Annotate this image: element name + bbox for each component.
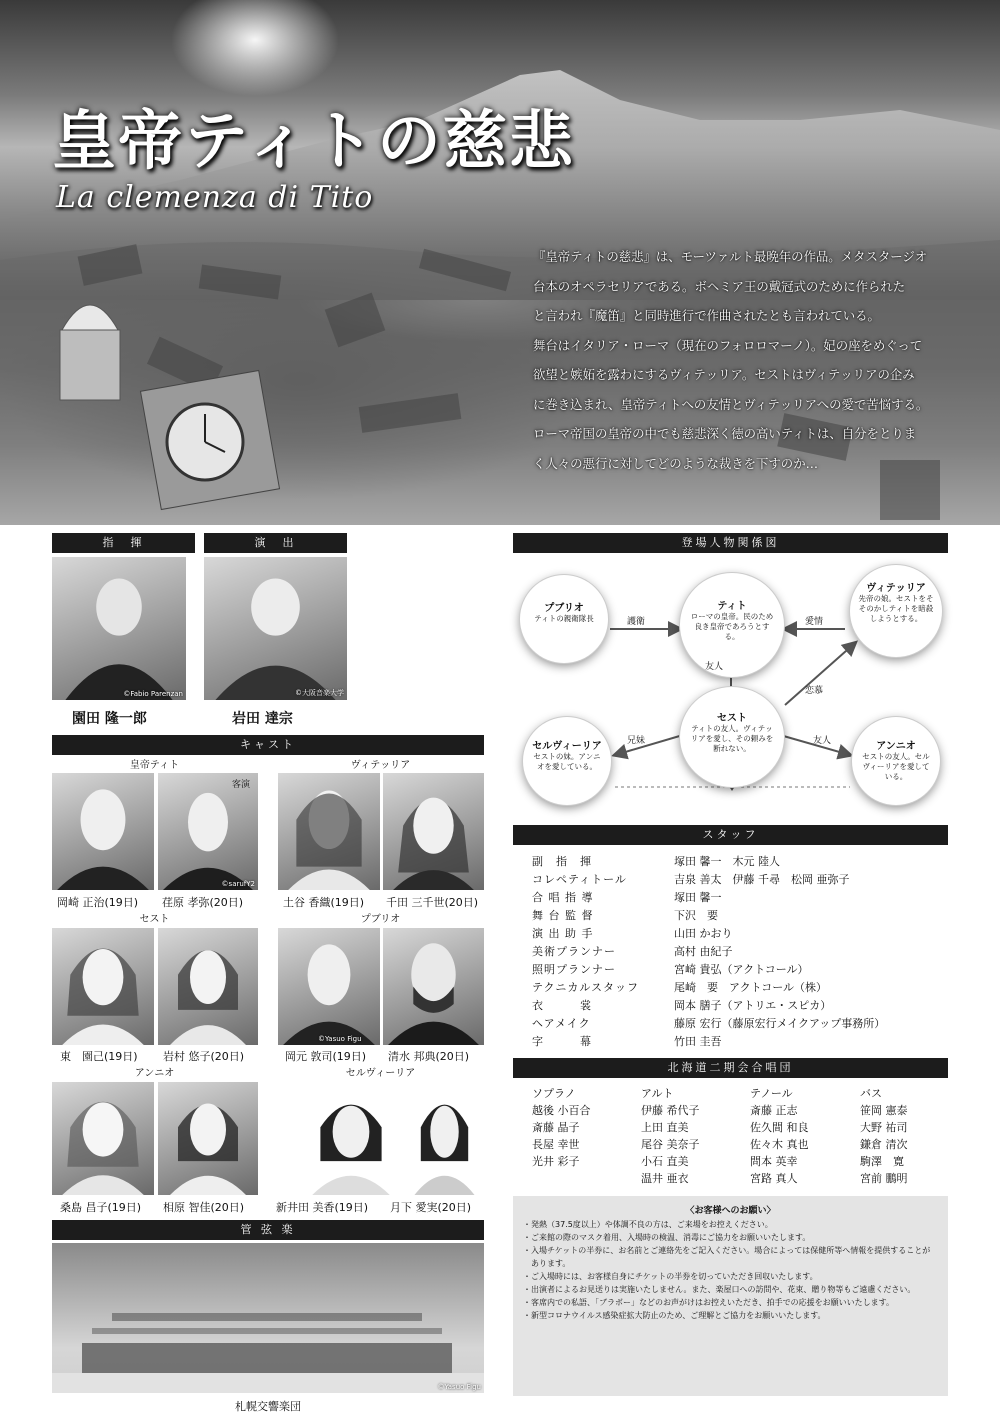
notice-item: ・入場チケットの半券に、お名前とご連絡先をご記入ください。場合によっては保健所等へ情報を提供することがあります。 [523,1246,931,1268]
cast-photo [158,773,258,890]
photo-credit: ©Fabio Parenzan [123,690,183,698]
node-sesto: セスト ティトの友人。ヴィテッリアを愛し、その頼みを断れない。 [680,687,784,787]
choir-part-bass [860,1085,908,1187]
cast-photo [158,1082,258,1195]
synopsis-line: 『皇帝ティトの慈悲』は、モーツァルト最晩年の作品。メタスタージオ [533,249,928,264]
orchestra-name: 札幌交響楽団 [235,1400,301,1413]
photo-credit: ©Yasuo Figu [437,1383,481,1391]
cast-name: 荏原 孝弥(20日) [162,896,244,909]
orchestra-photo [52,1243,484,1393]
role-label: セルヴィーリア [345,1068,416,1079]
choir-member: 宮前 鵬明 [860,1172,908,1185]
relation-label: 友人 [705,662,724,672]
cast-photo [383,928,484,1045]
cast-name: 岡崎 正治(19日) [57,896,139,909]
choir-member: 小石 直美 [641,1155,689,1168]
role-label: ヴィテッリア [350,760,411,771]
node-tito: ティト ローマの皇帝。民のため良き皇帝であろうとする。 [680,573,784,677]
relations-header: 登場人物関係図 [513,533,948,553]
photo-credit: ©大阪音楽大学 [295,689,344,697]
cast-name: 岩村 悠子(20日) [163,1050,245,1063]
choir-member: 笹岡 憲泰 [860,1104,908,1117]
choir-part-label: ソプラノ [532,1087,576,1100]
role-label: 皇帝ティト [129,760,180,771]
synopsis-line: ローマ帝国の皇帝の中でも慈悲深く徳の高いティトは、自分をとりま [533,426,917,441]
cast-name: 桑島 昌子(19日) [60,1201,142,1214]
notice-title: 〈お客様へのお願い〉 [685,1206,776,1216]
node-annio: アンニオ セストの友人。セルヴィーリアを愛している。 [852,717,940,805]
cast-name: 新井田 美香(19日) [276,1201,369,1214]
notice-item: ・客席内での私語、「ブラボー」などのお声がけはお控えいただき、拍手での応援をお願いいたします。 [523,1298,895,1307]
notice-item: ・ご入場時には、お客様自身にチケットの半券を切っていただき回収いたします。 [523,1272,818,1281]
conductor-header: 指 揮 [52,533,195,553]
choir-part-soprano [532,1085,591,1170]
notice-item: ・ご来館の際のマスク着用、入場時の検温、消毒にご協力をお願いいたします。 [523,1233,811,1242]
choir-member: 大野 祐司 [860,1121,908,1134]
relation-label: 兄妹 [627,736,646,746]
cast-name: 岡元 敦司(19日) [285,1050,367,1063]
cast-photo [300,1082,402,1195]
choir-member: 斎藤 晶子 [532,1121,580,1134]
cast-photo [158,928,258,1045]
choir-part-label: テノール [750,1087,793,1100]
cast-photo [383,773,484,890]
cast-name: 東 園己(19日) [60,1050,138,1063]
choir-part-tenor [750,1085,809,1187]
notice-item: ・新型コロナウイルス感染症拡大防止のため、ご理解とご協力をお願いいたします。 [523,1311,826,1320]
role-label: セスト [139,914,170,925]
choir-member: 駒澤 寛 [860,1155,904,1168]
staff-header: スタッフ [513,825,948,845]
conductor-name: 園田 隆一郎 [72,711,147,727]
cast-photo [52,1082,154,1195]
node-vitellia: ヴィテッリア 先帝の娘。セストをそそのかしティトを暗殺しようとする。 [850,565,942,657]
relationship-diagram [515,555,948,810]
cast-name: 月下 愛実(20日) [390,1201,472,1214]
role-label: アンニオ [134,1068,175,1079]
page-title: 皇帝ティトの慈悲 [52,104,575,179]
choir-member: 長屋 幸世 [532,1138,580,1151]
relation-label: 愛情 [805,617,824,627]
audience-notice [513,1196,948,1396]
choir-header: 北海道二期会合唱団 [513,1058,948,1078]
node-servilia: セルヴィーリア セストの妹。アンニオを愛している。 [523,717,611,805]
choir-member: 宮路 真人 [750,1172,798,1185]
cast-name: 土谷 香織(19日) [283,896,365,909]
choir-part-alto [641,1085,700,1187]
cast-photo [278,928,380,1045]
synopsis-line: 舞台はイタリア・ローマ（現在のフォロロマーノ）。妃の座をめぐって [533,337,923,353]
choir-member: 佐々木 真也 [750,1138,809,1151]
cast-photo [52,773,154,890]
synopsis-line: と言われ『魔笛』と同時進行で作曲されたとも言われている。 [533,308,880,323]
director-photo [204,557,347,700]
guest-badge: 客演 [231,780,250,790]
relation-label: 友人 [813,736,832,746]
synopsis-line: 台本のオペラセリアである。ボヘミア王の戴冠式のために作られた [533,278,906,294]
photo-credit: ©sarufY2 [221,880,255,888]
choir-member: 斎藤 正志 [750,1104,798,1117]
cast-header: キャスト [52,735,484,755]
cast-name: 清水 邦典(20日) [388,1050,470,1063]
synopsis-line: く人々の悪行に対してどのような裁きを下すのか… [533,455,818,471]
conductor-photo [52,557,186,700]
choir-member: 伊藤 希代子 [641,1104,700,1117]
choir-member: 鎌倉 清次 [860,1138,908,1151]
node-publio: プブリオ ティトの親衛隊長 [520,575,608,663]
cast-photo [52,928,154,1045]
choir-member: 尾谷 美奈子 [641,1138,700,1151]
synopsis [533,242,973,478]
relation-label: 護衛 [627,617,646,627]
choir-part-label: バス [860,1087,882,1100]
cast-photo [278,773,380,890]
page-subtitle: La clemenza di Tito [56,180,374,215]
choir-part-label: アルト [641,1087,674,1100]
synopsis-line: に巻き込まれ、皇帝ティトへの友情とヴィテッリアへの愛で苦悩する。 [533,396,929,412]
choir-member: 佐久間 和良 [750,1121,809,1134]
photo-credit: ©Yasuo Figu [318,1035,362,1043]
cast-photo [405,1082,484,1195]
role-label: プブリオ [360,914,401,925]
director-header: 演 出 [204,533,347,553]
hero-banner [0,0,1000,525]
cast-name: 千田 三千世(20日) [386,896,479,909]
director-name: 岩田 達宗 [232,711,293,727]
choir-member: 上田 直美 [641,1121,689,1134]
choir-member: 越後 小百合 [532,1104,591,1117]
choir-member: 問本 英幸 [750,1155,798,1168]
relation-label: 恋慕 [805,686,824,696]
cast-name: 相原 智佳(20日) [163,1201,245,1214]
notice-item: ・出演者によるお見送りは実施いたしません。また、楽屋口への訪問や、花束、贈り物等もご遠慮ください。 [523,1285,916,1294]
synopsis-line: 欲望と嫉妬を露わにするヴィテッリア。セストはヴィテッリアの企み [533,367,915,382]
choir-member: 光井 彩子 [532,1155,580,1168]
choir-member: 温井 亜衣 [641,1172,689,1185]
orchestra-header: 管 弦 楽 [52,1220,484,1240]
notice-item: ・発熱（37.5度以上）や体調不良の方は、ご来場をお控えください。 [523,1220,773,1229]
